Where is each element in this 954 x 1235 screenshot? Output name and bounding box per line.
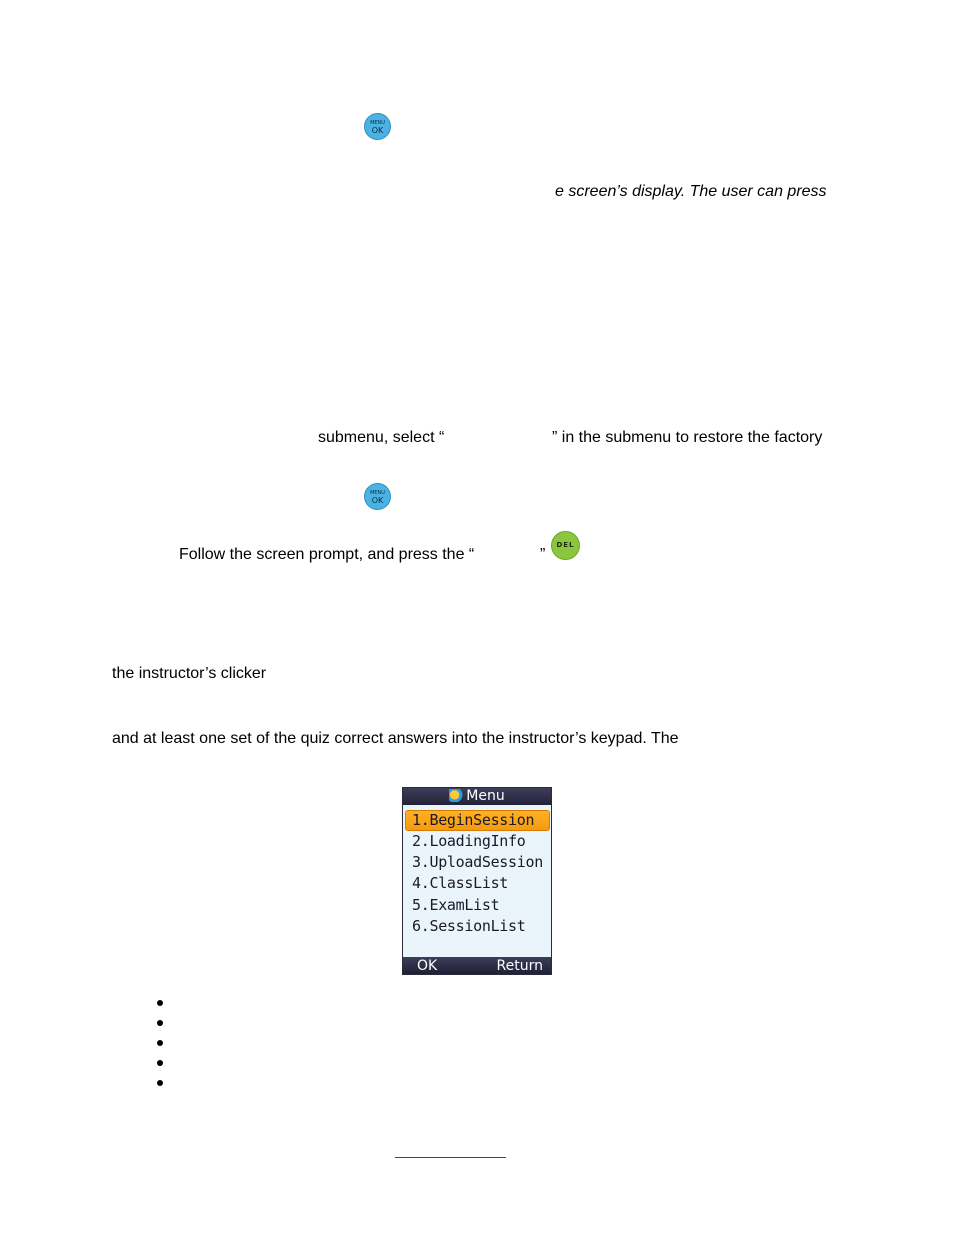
hyperlink-underline[interactable] xyxy=(395,1157,506,1158)
body-text-line: ” xyxy=(540,546,546,563)
bullet-point xyxy=(157,1040,163,1046)
device-menu-screen xyxy=(402,787,552,975)
menu-item: 5.ExamList xyxy=(412,896,500,914)
bullet-point xyxy=(157,1020,163,1026)
body-text-line: submenu, select “ xyxy=(318,429,445,446)
menu-title-bar xyxy=(403,788,551,805)
menu-title: Menu xyxy=(466,788,505,804)
menu-ok-top-label: MENU xyxy=(370,490,385,496)
softkey-left: OK xyxy=(417,958,438,974)
bullet-point xyxy=(157,1060,163,1066)
menu-ok-bottom-label: OK xyxy=(371,126,384,135)
menu-item: 2.LoadingInfo xyxy=(412,832,526,850)
softkey-right: Return xyxy=(496,958,543,974)
menu-ok-top-label: MENU xyxy=(370,120,385,126)
menu-softkey-bar xyxy=(403,957,551,974)
body-text-line: and at least one set of the quiz correct answers into the instructor’s keypad. The xyxy=(112,730,679,747)
menu-item: 6.SessionList xyxy=(412,917,526,935)
menu-ok-button-icon xyxy=(364,113,391,140)
menu-app-icon xyxy=(449,789,463,802)
bullet-point xyxy=(157,1000,163,1006)
menu-item: 3.UploadSession xyxy=(412,853,543,871)
body-text-line: ” in the submenu to restore the factory xyxy=(552,429,823,446)
del-button-icon: DEL xyxy=(551,531,580,560)
body-text-line: the instructor’s clicker xyxy=(112,665,267,682)
menu-item: 1.BeginSession xyxy=(412,811,535,829)
menu-ok-button-icon xyxy=(364,483,391,510)
menu-ok-bottom-label: OK xyxy=(371,496,384,505)
body-text-line: e screen’s display. The user can press xyxy=(555,183,827,200)
bullet-point xyxy=(157,1080,163,1086)
menu-item: 4.ClassList xyxy=(412,874,509,892)
body-text-line: Follow the screen prompt, and press the “ xyxy=(179,546,475,563)
